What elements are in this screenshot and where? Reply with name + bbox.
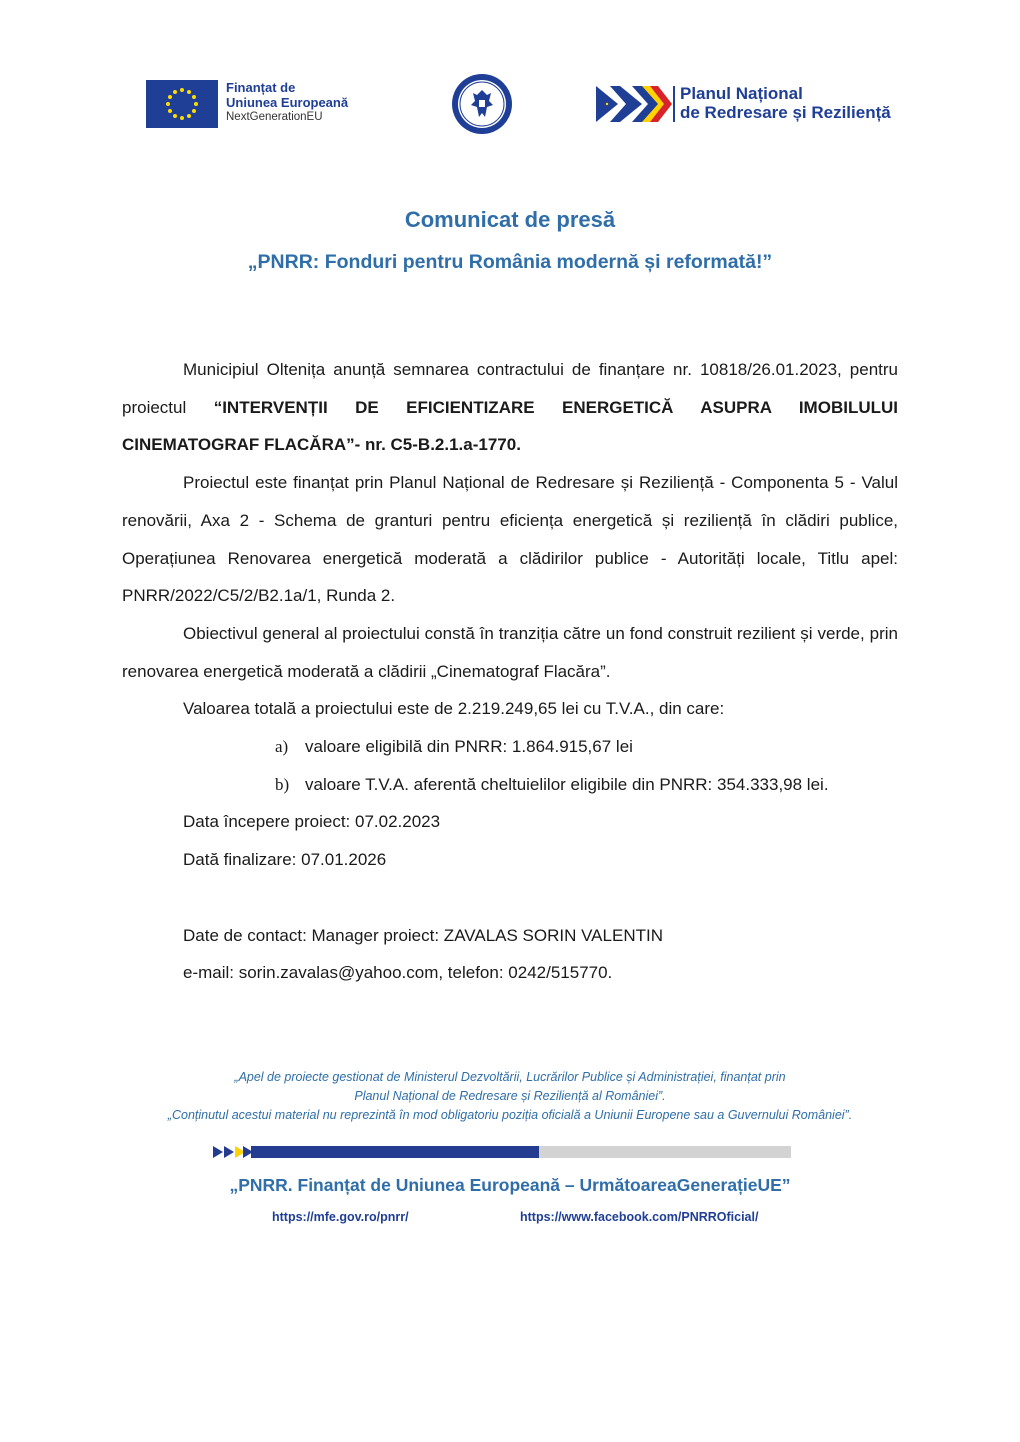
pnrr-logo-text (680, 84, 891, 122)
disclaimer-line1: „Apel de proiecte gestionat de Ministerul Dezvoltării, Lucrărilor Publice și Administrației, finanțat prin (234, 1070, 786, 1084)
mfe-link[interactable]: https://mfe.gov.ro/pnrr/ (272, 1210, 409, 1224)
eu-funding-logo (146, 80, 386, 128)
list-item-text: valoare T.V.A. aferentă cheltuielilor eligibile din PNRR: 354.333,98 lei. (305, 774, 829, 794)
pnrr-logo (596, 84, 926, 128)
project-name: “INTERVENȚII DE EFICIENTIZARE ENERGETICĂ ASUPRA IMOBILULUI CINEMATOGRAF FLACĂRA”- nr. C5-B.2.1.a-1770. (122, 397, 898, 455)
disclaimer-line2: Planul Național de Redresare și Reziliență al României”. (354, 1089, 666, 1103)
start-date: Data începere proiect: 07.02.2023 (183, 812, 441, 832)
stripe-gray-segment (539, 1146, 791, 1158)
paragraph-contract (122, 351, 898, 464)
pnrr-divider (673, 86, 675, 122)
eu-logo-text (226, 80, 348, 125)
eu-flag-icon (146, 80, 218, 128)
end-date: Dată finalizare: 07.01.2026 (183, 850, 387, 870)
paragraph-funding: Proiectul este finanțat prin Planul Național de Redresare și Reziliență - Componenta 5 - Valul renovării, Axa 2 - Schema de granturi pentru eficiența energetică și reziliență în clădiri publice, Operațiunea Renovarea energetică moderată a clădirilor publice - Autorități locale, Titlu apel: PNRR/2022/C5/2/B2.1a/1, Runda 2. (122, 473, 898, 606)
page-title: Comunicat de presă (404, 207, 616, 232)
list-marker: b) (275, 774, 290, 794)
contact-email: e-mail: sorin.zavalas@yahoo.com, telefon: 0242/515770. (183, 963, 613, 983)
guvernul-romaniei-seal-icon (451, 73, 513, 135)
list-item-text: valoare eligibilă din PNRR: 1.864.915,67 lei (305, 737, 633, 757)
paragraph-objective: Obiectivul general al proiectului constă în tranziția către un fond construit rezilient și verde, prin renovarea energetică moderată a clădirii „Cinematograf Flacăra”. (122, 623, 898, 681)
facebook-link[interactable]: https://www.facebook.com/PNRROficial/ (520, 1210, 759, 1224)
footer-stripe (213, 1146, 793, 1158)
list-marker: a) (275, 737, 289, 757)
pnrr-logo-line2: de Redresare și Reziliență (680, 103, 891, 122)
stripe-arrows-icon (213, 1146, 253, 1158)
pnrr-logo-line1: Planul Național (680, 84, 803, 103)
disclaimer-line3: „Conținutul acestui material nu reprezintă în mod obligatoriu poziția oficială a Uniunii Europene sau a Guvernului României”. (167, 1108, 853, 1122)
press-release-body (122, 351, 898, 992)
footer-slogan: „PNRR. Finanțat de Uniunea Europeană – UrmătoareaGenerațieUE” (229, 1175, 791, 1195)
footer-disclaimer (0, 1068, 1020, 1125)
contact-info: Date de contact: Manager proiect: ZAVALAS SORIN VALENTIN (183, 925, 663, 945)
pnrr-arrows-icon (596, 84, 672, 124)
list-item (122, 728, 898, 766)
eu-logo-line2: Uniunea Europeană (226, 95, 349, 110)
list-item (122, 766, 898, 804)
spacer (122, 879, 898, 917)
eu-logo-line1: Finanțat de (226, 80, 296, 95)
stripe-blue-segment (251, 1146, 539, 1158)
paragraph-total-value: Valoarea totală a proiectului este de 2.219.249,65 lei cu T.V.A., din care: (183, 699, 725, 719)
page-subtitle: „PNRR: Fonduri pentru România modernă și reformată!” (247, 251, 773, 273)
eu-logo-line3: NextGenerationEU (226, 111, 323, 123)
contract-text: Municipiul Oltenița anunță semnarea contractului de finanțare nr. 10818/26.01.2023, pentru proiectul (122, 360, 898, 417)
